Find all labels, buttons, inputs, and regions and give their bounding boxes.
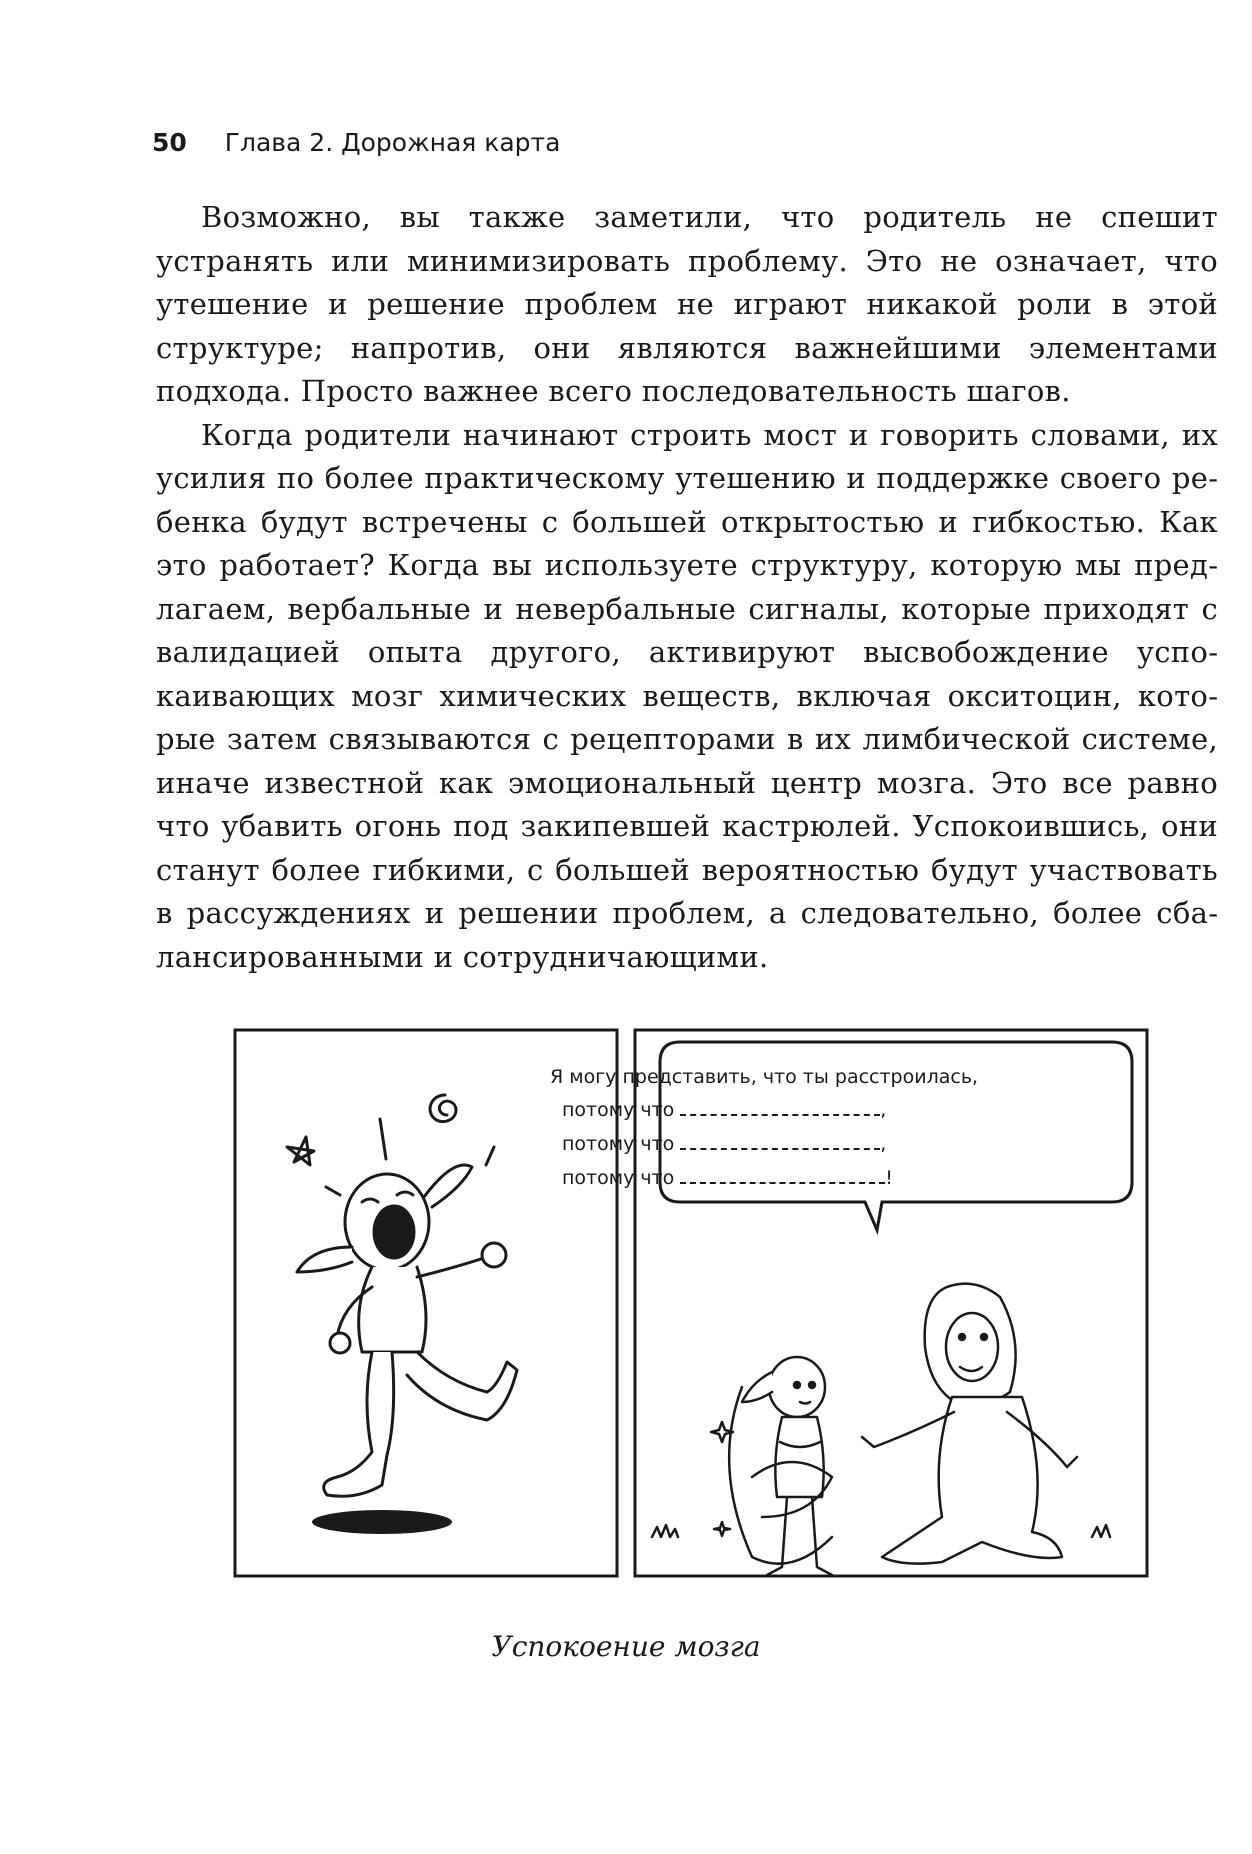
chapter-title: Глава 2. Дорожная карта [224,128,561,157]
paragraph-2: Когда родители начинают строить мост и говорить словами, их усилия по более практическому утешению и поддержке своего ребенка будут встречены с большей открытостью и гибкостью. Как это работает? Когда вы используете структуру, которую мы предлагаем, вербальные и невербальные сигналы, которые приходят с валидацией опыта другого, активируют высвобождение успокаивающих мозг химических веществ, включая окситоцин, которые затем связываются с рецепторами в их лимбической системе, иначе известной как эмоциональный центр мозга. Это все равно что убавить огонь под закипевшей кастрюлей. Успокоившись, они станут более гибкими, с большей вероятностью будут участвовать в рассуждениях и решении проблем, а следовательно, более сбалансированными и сотрудничающими. [156,417,1218,974]
speech-line-2 [562,1099,886,1121]
figure-caption: Успокоение мозга [491,1630,761,1663]
blank-line-2 [680,1134,880,1150]
speech-line-3-end: , [880,1133,887,1155]
page-number: 50 [152,128,187,157]
paragraph-1: Возможно, вы также заметили, что родитель не спешит устранять или минимизировать проблему. Это не означает, что утешение и решение проблем не играют никакой роли в этой структуре; напротив, они являются важнейшими элементами подхода. Просто важнее всего последовательность шагов. [156,200,1218,408]
speech-line-4 [562,1167,893,1189]
blank-line-3 [680,1168,885,1184]
upset-girl-drawing [287,1095,517,1534]
mother-and-daughter-drawing [652,1284,1110,1575]
running-header [152,128,560,157]
speech-line-3 [562,1133,886,1155]
speech-line-4-end: ! [885,1167,893,1189]
blank-line-1 [680,1100,880,1116]
speech-line-3-text: потому что [562,1133,675,1155]
spiral-symbol [430,1095,456,1122]
comic-figure [232,1027,1152,1583]
speech-line-4-text: потому что [562,1167,675,1189]
body-text [156,196,1218,979]
star-symbol [287,1137,314,1165]
speech-line-2-text: потому что [562,1099,675,1121]
speech-line-1: Я могу представить, что ты расстроилась, [550,1066,979,1088]
speech-line-2-end: , [880,1099,887,1121]
